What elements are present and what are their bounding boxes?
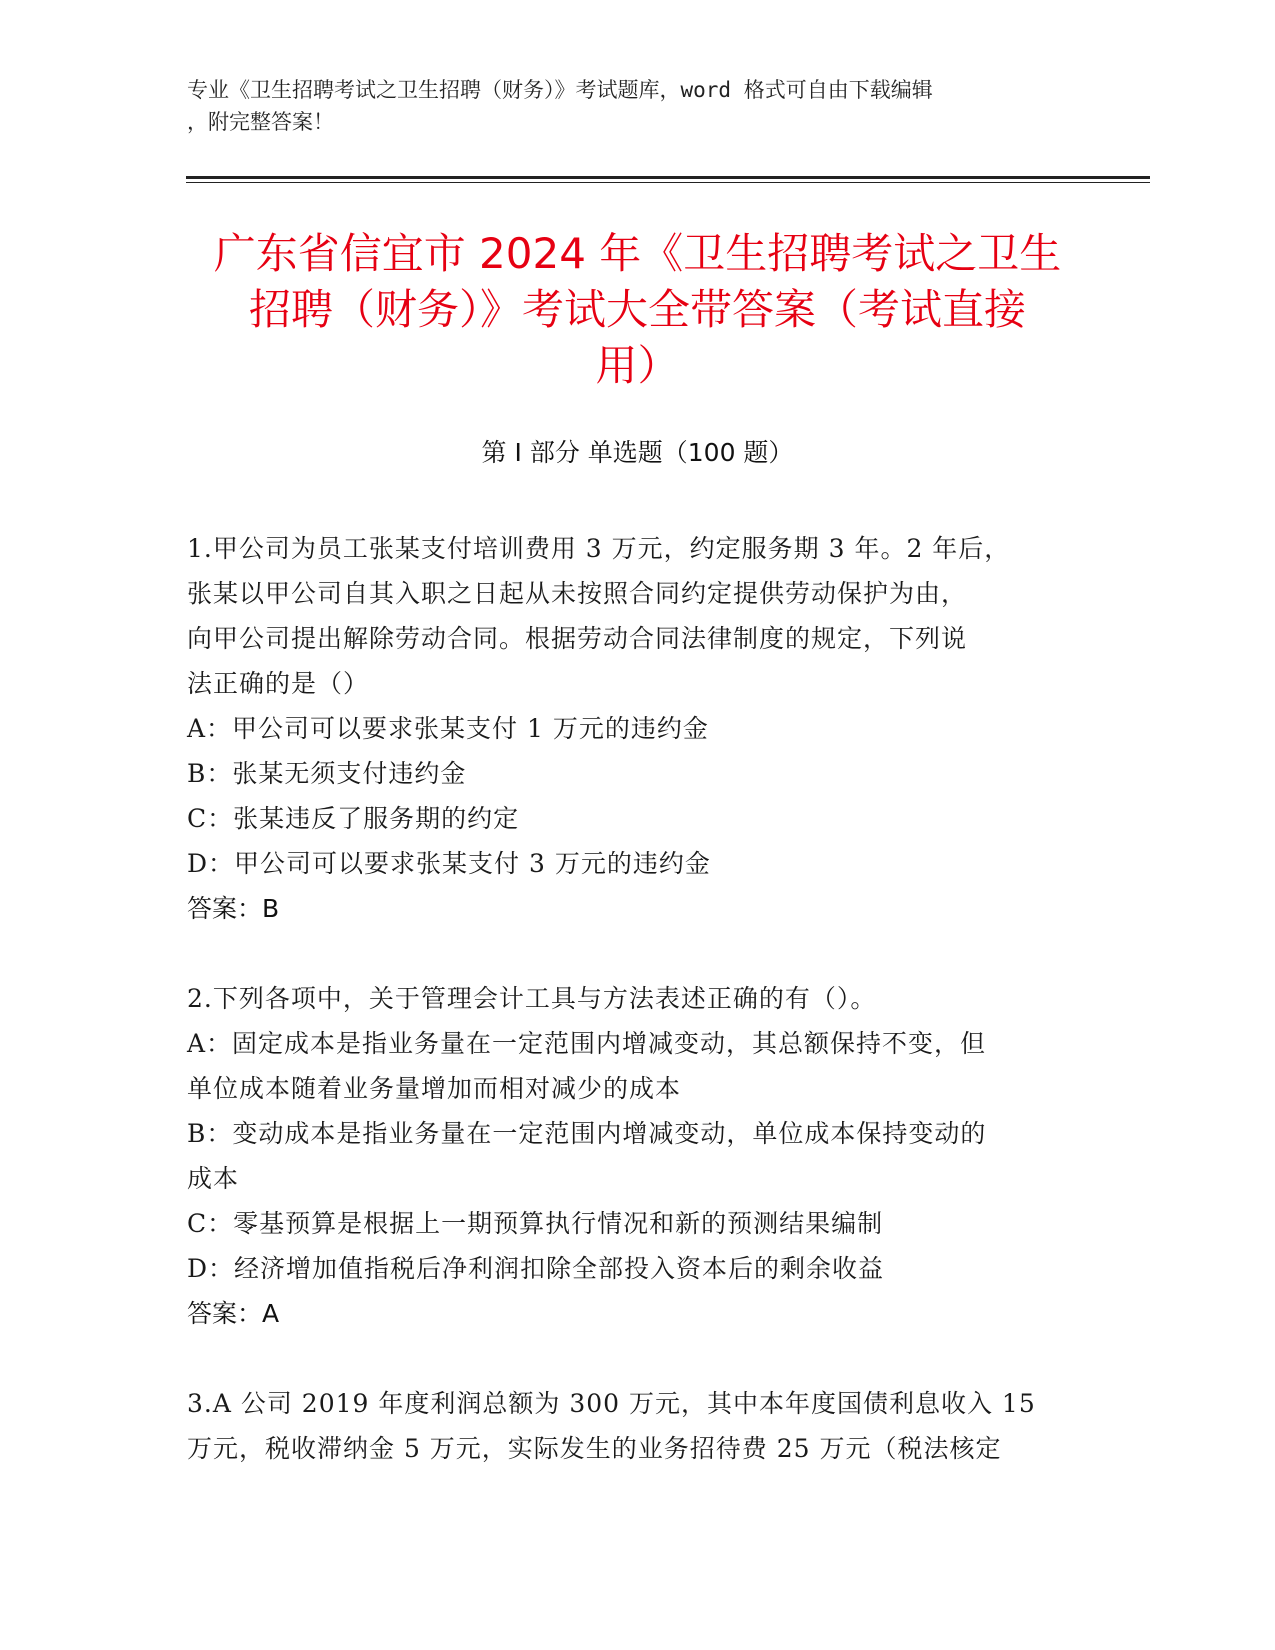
option-a: A：甲公司可以要求张某支付 1 万元的违约金 <box>187 714 709 743</box>
option-d: D：甲公司可以要求张某支付 3 万元的违约金 <box>187 849 711 878</box>
option-a: A：固定成本是指业务量在一定范围内增减变动，其总额保持不变，但 <box>187 1029 987 1058</box>
option-b-continued: 成本 <box>187 1164 240 1193</box>
section-title: 第 I 部分 单选题（100 题） <box>481 438 794 467</box>
option-b: B：变动成本是指业务量在一定范围内增减变动，单位成本保持变动的 <box>187 1119 987 1148</box>
option-c: C：零基预算是根据上一期预算执行情况和新的预测结果编制 <box>187 1209 884 1238</box>
header-divider-thick <box>186 176 1150 179</box>
question-stem-line: 3.A 公司 2019 年度利润总额为 300 万元，其中本年度国债利息收入 15 <box>187 1389 1036 1418</box>
answer-label: 答案：B <box>187 894 280 923</box>
question-stem-line: 向甲公司提出解除劳动合同。根据劳动合同法律制度的规定，下列说 <box>187 624 968 653</box>
document-title-line-3: 用） <box>595 341 680 390</box>
answer-label: 答案：A <box>187 1299 280 1328</box>
option-a-continued: 单位成本随着业务量增加而相对减少的成本 <box>187 1074 682 1103</box>
question-stem-line: 法正确的是（） <box>187 669 370 698</box>
question-3 <box>187 1381 1087 1471</box>
question-2 <box>187 976 1087 1336</box>
option-c: C：张某违反了服务期的约定 <box>187 804 520 833</box>
question-stem-line: 张某以甲公司自其入职之日起从未按照合同约定提供劳动保护为由， <box>187 579 968 608</box>
option-d: D：经济增加值指税后净利润扣除全部投入资本后的剩余收益 <box>187 1254 885 1283</box>
header-divider-thin <box>186 182 1150 183</box>
header-note-line-2: ，附完整答案！ <box>187 110 334 134</box>
question-stem-line: 2.下列各项中，关于管理会计工具与方法表述正确的有（）。 <box>187 984 877 1013</box>
document-title <box>150 226 1125 394</box>
question-list <box>187 526 1087 1516</box>
question-1 <box>187 526 1087 931</box>
question-stem-line: 1.甲公司为员工张某支付培训费用 3 万元，约定服务期 3 年。2 年后， <box>187 534 1011 563</box>
header-note <box>187 74 1067 138</box>
document-title-line-1: 广东省信宜市 2024 年《卫生招聘考试之卫生 <box>213 229 1062 278</box>
question-stem-line: 万元，税收滞纳金 5 万元，实际发生的业务招待费 25 万元（税法核定 <box>187 1434 1002 1463</box>
document-title-line-2: 招聘（财务）》考试大全带答案（考试直接 <box>248 285 1026 334</box>
header-note-line-1: 专业《卫生招聘考试之卫生招聘（财务）》考试题库，word 格式可自由下载编辑 <box>187 78 933 102</box>
option-b: B：张某无须支付违约金 <box>187 759 467 788</box>
